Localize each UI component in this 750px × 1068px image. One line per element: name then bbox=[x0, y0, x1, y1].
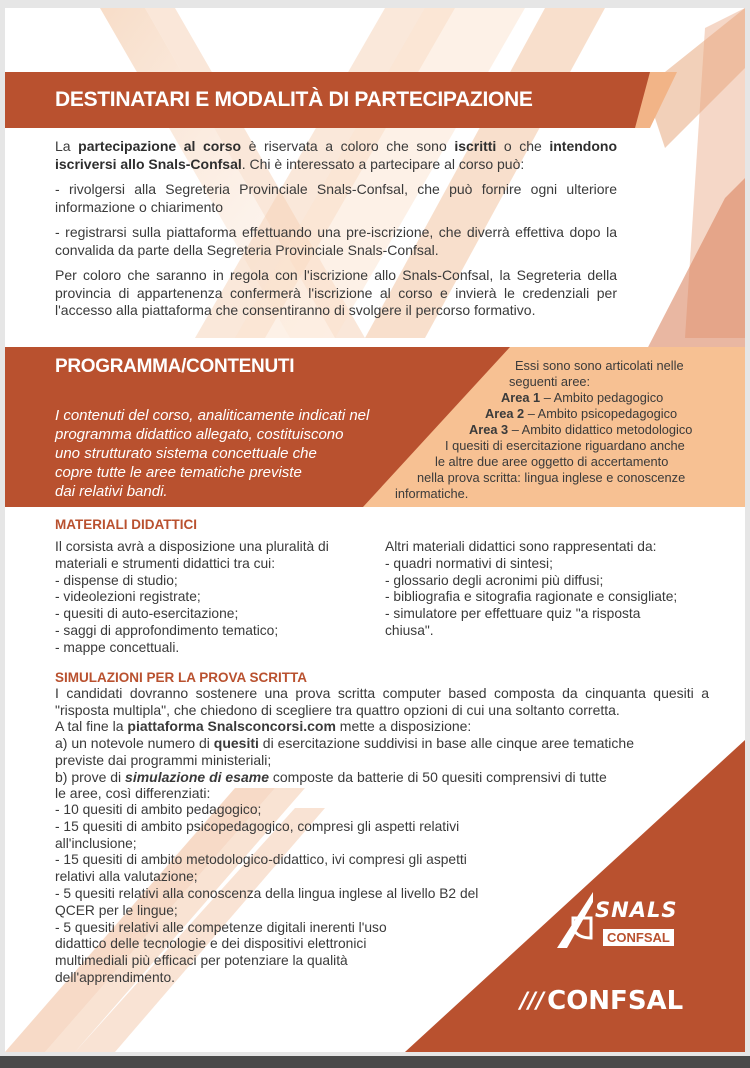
text-line: chiusa". bbox=[385, 622, 434, 638]
area-text: I quesiti di esercitazione riguardano anche bbox=[445, 438, 685, 453]
text: La bbox=[55, 138, 79, 154]
area-text: – Ambito didattico metodologico bbox=[508, 422, 693, 437]
confsal-logo bbox=[520, 986, 683, 1016]
bold-text: quesiti bbox=[213, 735, 259, 752]
text-line: - videolezioni registrate; bbox=[55, 589, 201, 605]
text-line: - 5 quesiti relativi alle competenze digitali inerenti l'uso bbox=[55, 919, 387, 935]
text: A tal fine la bbox=[55, 718, 128, 735]
text-line: relativi alla valutazione; bbox=[55, 869, 198, 885]
programma-areas bbox=[385, 358, 725, 502]
snals-confsal-logo bbox=[555, 888, 705, 953]
text-line: - mappe concettuali. bbox=[55, 639, 180, 655]
area-text: – Ambito psicopedagogico bbox=[524, 406, 678, 421]
text-line: copre tutte le aree tematiche previste bbox=[55, 464, 302, 481]
area-line bbox=[385, 470, 725, 486]
area-label: Area 3 bbox=[469, 422, 509, 437]
paragraph-option-segreteria: - rivolgersi alla Segreteria Provinciale Snals-Confsal, che può fornire ogni ulteriore informazione o chiarimento bbox=[55, 181, 617, 215]
area-text: seguenti aree: bbox=[509, 374, 591, 389]
text-line: multimediali più efficaci per potenziare la qualità bbox=[55, 953, 348, 969]
text: composte da batterie di 50 quesiti comprensivi di tutte bbox=[269, 768, 607, 785]
text-line: dai relativi bandi. bbox=[55, 483, 168, 500]
text-line: - simulatore per effettuare quiz "a risposta bbox=[385, 606, 641, 622]
text-line: - glossario degli acronimi più diffusi; bbox=[385, 572, 604, 588]
text: è riservata a coloro che sono bbox=[241, 138, 455, 154]
text-line: - 15 quesiti di ambito psicopedagogico, compresi gli aspetti relativi bbox=[55, 818, 460, 834]
area-line bbox=[385, 422, 725, 438]
section-destinatari-body bbox=[55, 138, 617, 320]
text-line: - quadri normativi di sintesi; bbox=[385, 555, 553, 571]
text-line: materiali e strumenti didattici tra cui: bbox=[55, 555, 276, 571]
flyer-page bbox=[5, 8, 745, 1052]
area-line bbox=[385, 390, 725, 406]
text-line: I contenuti del corso, analiticamente indicati nel bbox=[55, 407, 370, 424]
confsal-logo-text: CONFSAL bbox=[547, 986, 684, 1016]
text-line: all'inclusione; bbox=[55, 835, 137, 851]
area-text: le altre due aree oggetto di accertamento bbox=[435, 454, 669, 469]
bold-text: iscritti bbox=[454, 138, 497, 154]
bold-text: intendono iscriversi allo Snals-Confsal bbox=[55, 138, 618, 172]
bold-text: piattaforma Snalsconcorsi.com bbox=[127, 718, 336, 735]
materiali-list-right bbox=[385, 539, 677, 640]
text-line: - dispense di studio; bbox=[55, 572, 178, 588]
area-text: informatiche. bbox=[395, 486, 469, 501]
text-line: - saggi di approfondimento tematico; bbox=[55, 622, 279, 638]
text: a) un notevole numero di bbox=[55, 735, 214, 752]
area-label: Area 2 bbox=[485, 406, 525, 421]
snals-logo-text: SNALS bbox=[595, 898, 678, 922]
materiali-list-left bbox=[55, 539, 329, 657]
text-line: dell'apprendimento. bbox=[55, 969, 175, 985]
paragraph-credentials: Per coloro che saranno in regola con l'iscrizione allo Snals-Confsal, la Segreteria della provincia di appartenenza confermerà l'iscrizione al corso e invierà le credenziali per l'accesso alla piattaforma che consentiranno di svolgere il percorso formativo. bbox=[55, 267, 617, 318]
snals-logo-mark bbox=[555, 888, 595, 950]
area-line bbox=[385, 438, 725, 454]
section-title-destinatari: DESTINATARI E MODALITÀ DI PARTECIPAZIONE bbox=[55, 88, 533, 111]
simulazioni-item-b-cont: le aree, così differenziati: bbox=[55, 785, 211, 802]
text-line: - 5 quesiti relativi alla conoscenza della lingua inglese al livello B2 del bbox=[55, 885, 479, 901]
text: . Chi è interessato a partecipare al corso può: bbox=[241, 155, 525, 172]
area-line bbox=[385, 374, 725, 390]
text-line: - 15 quesiti di ambito metodologico-didattico, ivi compresi gli aspetti bbox=[55, 852, 467, 868]
section-title-programma: PROGRAMMA/CONTENUTI bbox=[55, 356, 295, 377]
paragraph-option-registration: - registrarsi sulla piattaforma effettuando una pre-iscrizione, che diverrà effettiva dopo la convalida da parte della Segreteria Provinciale Snals-Confsal. bbox=[55, 224, 617, 258]
text-line: programma didattico allegato, costituiscono bbox=[55, 426, 344, 443]
area-line bbox=[385, 406, 725, 422]
text: di esercitazione suddivisi in base alle cinque aree tematiche bbox=[258, 735, 634, 752]
text-line: - quesiti di auto-esercitazione; bbox=[55, 606, 239, 622]
text-line: - 10 quesiti di ambito pedagogico; bbox=[55, 801, 262, 817]
area-line bbox=[385, 358, 725, 374]
text-line: didattico delle tecnologie e dei dispositivi elettronici bbox=[55, 936, 367, 952]
text-line: Il corsista avrà a disposizione una pluralità di bbox=[55, 539, 329, 554]
area-text: nella prova scritta: lingua inglese e conoscenze bbox=[417, 470, 686, 485]
text-line: QCER per le lingue; bbox=[55, 902, 178, 918]
area-line bbox=[385, 486, 725, 502]
section-title-simulazioni: SIMULAZIONI PER LA PROVA SCRITTA bbox=[55, 670, 307, 685]
viewer-bottom-bar bbox=[0, 1056, 750, 1068]
text: o che bbox=[496, 138, 550, 154]
simulazioni-item-a bbox=[55, 735, 709, 752]
simulazioni-item-b bbox=[55, 769, 709, 786]
text-line: uno strutturato sistema concettuale che bbox=[55, 445, 317, 462]
area-line bbox=[385, 454, 725, 470]
simulazioni-item-a-cont: previste dai programmi ministeriali; bbox=[55, 751, 272, 768]
area-label: Area 1 bbox=[501, 390, 541, 405]
simulazioni-platform-line bbox=[55, 718, 709, 735]
text: mette a disposizione: bbox=[335, 718, 472, 735]
programma-intro bbox=[55, 406, 369, 501]
bold-text: simulazione di esame bbox=[125, 768, 269, 785]
snals-logo-subtext: CONFSAL bbox=[603, 929, 674, 946]
text: b) prove di bbox=[55, 768, 126, 785]
text-line: - bibliografia e sitografia ragionate e consigliate; bbox=[385, 589, 678, 605]
paragraph-participation bbox=[55, 138, 617, 173]
section-title-materiali: MATERIALI DIDATTICI bbox=[55, 517, 197, 532]
confsal-stripes-icon: /// bbox=[520, 988, 545, 1014]
text-line: Altri materiali didattici sono rappresentati da: bbox=[385, 539, 657, 554]
area-text: – Ambito pedagogico bbox=[540, 390, 664, 405]
simulazioni-intro: I candidati dovranno sostenere una prova scritta computer based composta da cinquanta quesiti a "risposta multipla", che chiedono di scegliere tra quattro opzioni di cui una soltanto corretta. bbox=[55, 685, 709, 718]
area-text: Essi sono sono articolati nelle bbox=[515, 358, 684, 373]
bold-text: partecipazione al corso bbox=[78, 138, 242, 154]
